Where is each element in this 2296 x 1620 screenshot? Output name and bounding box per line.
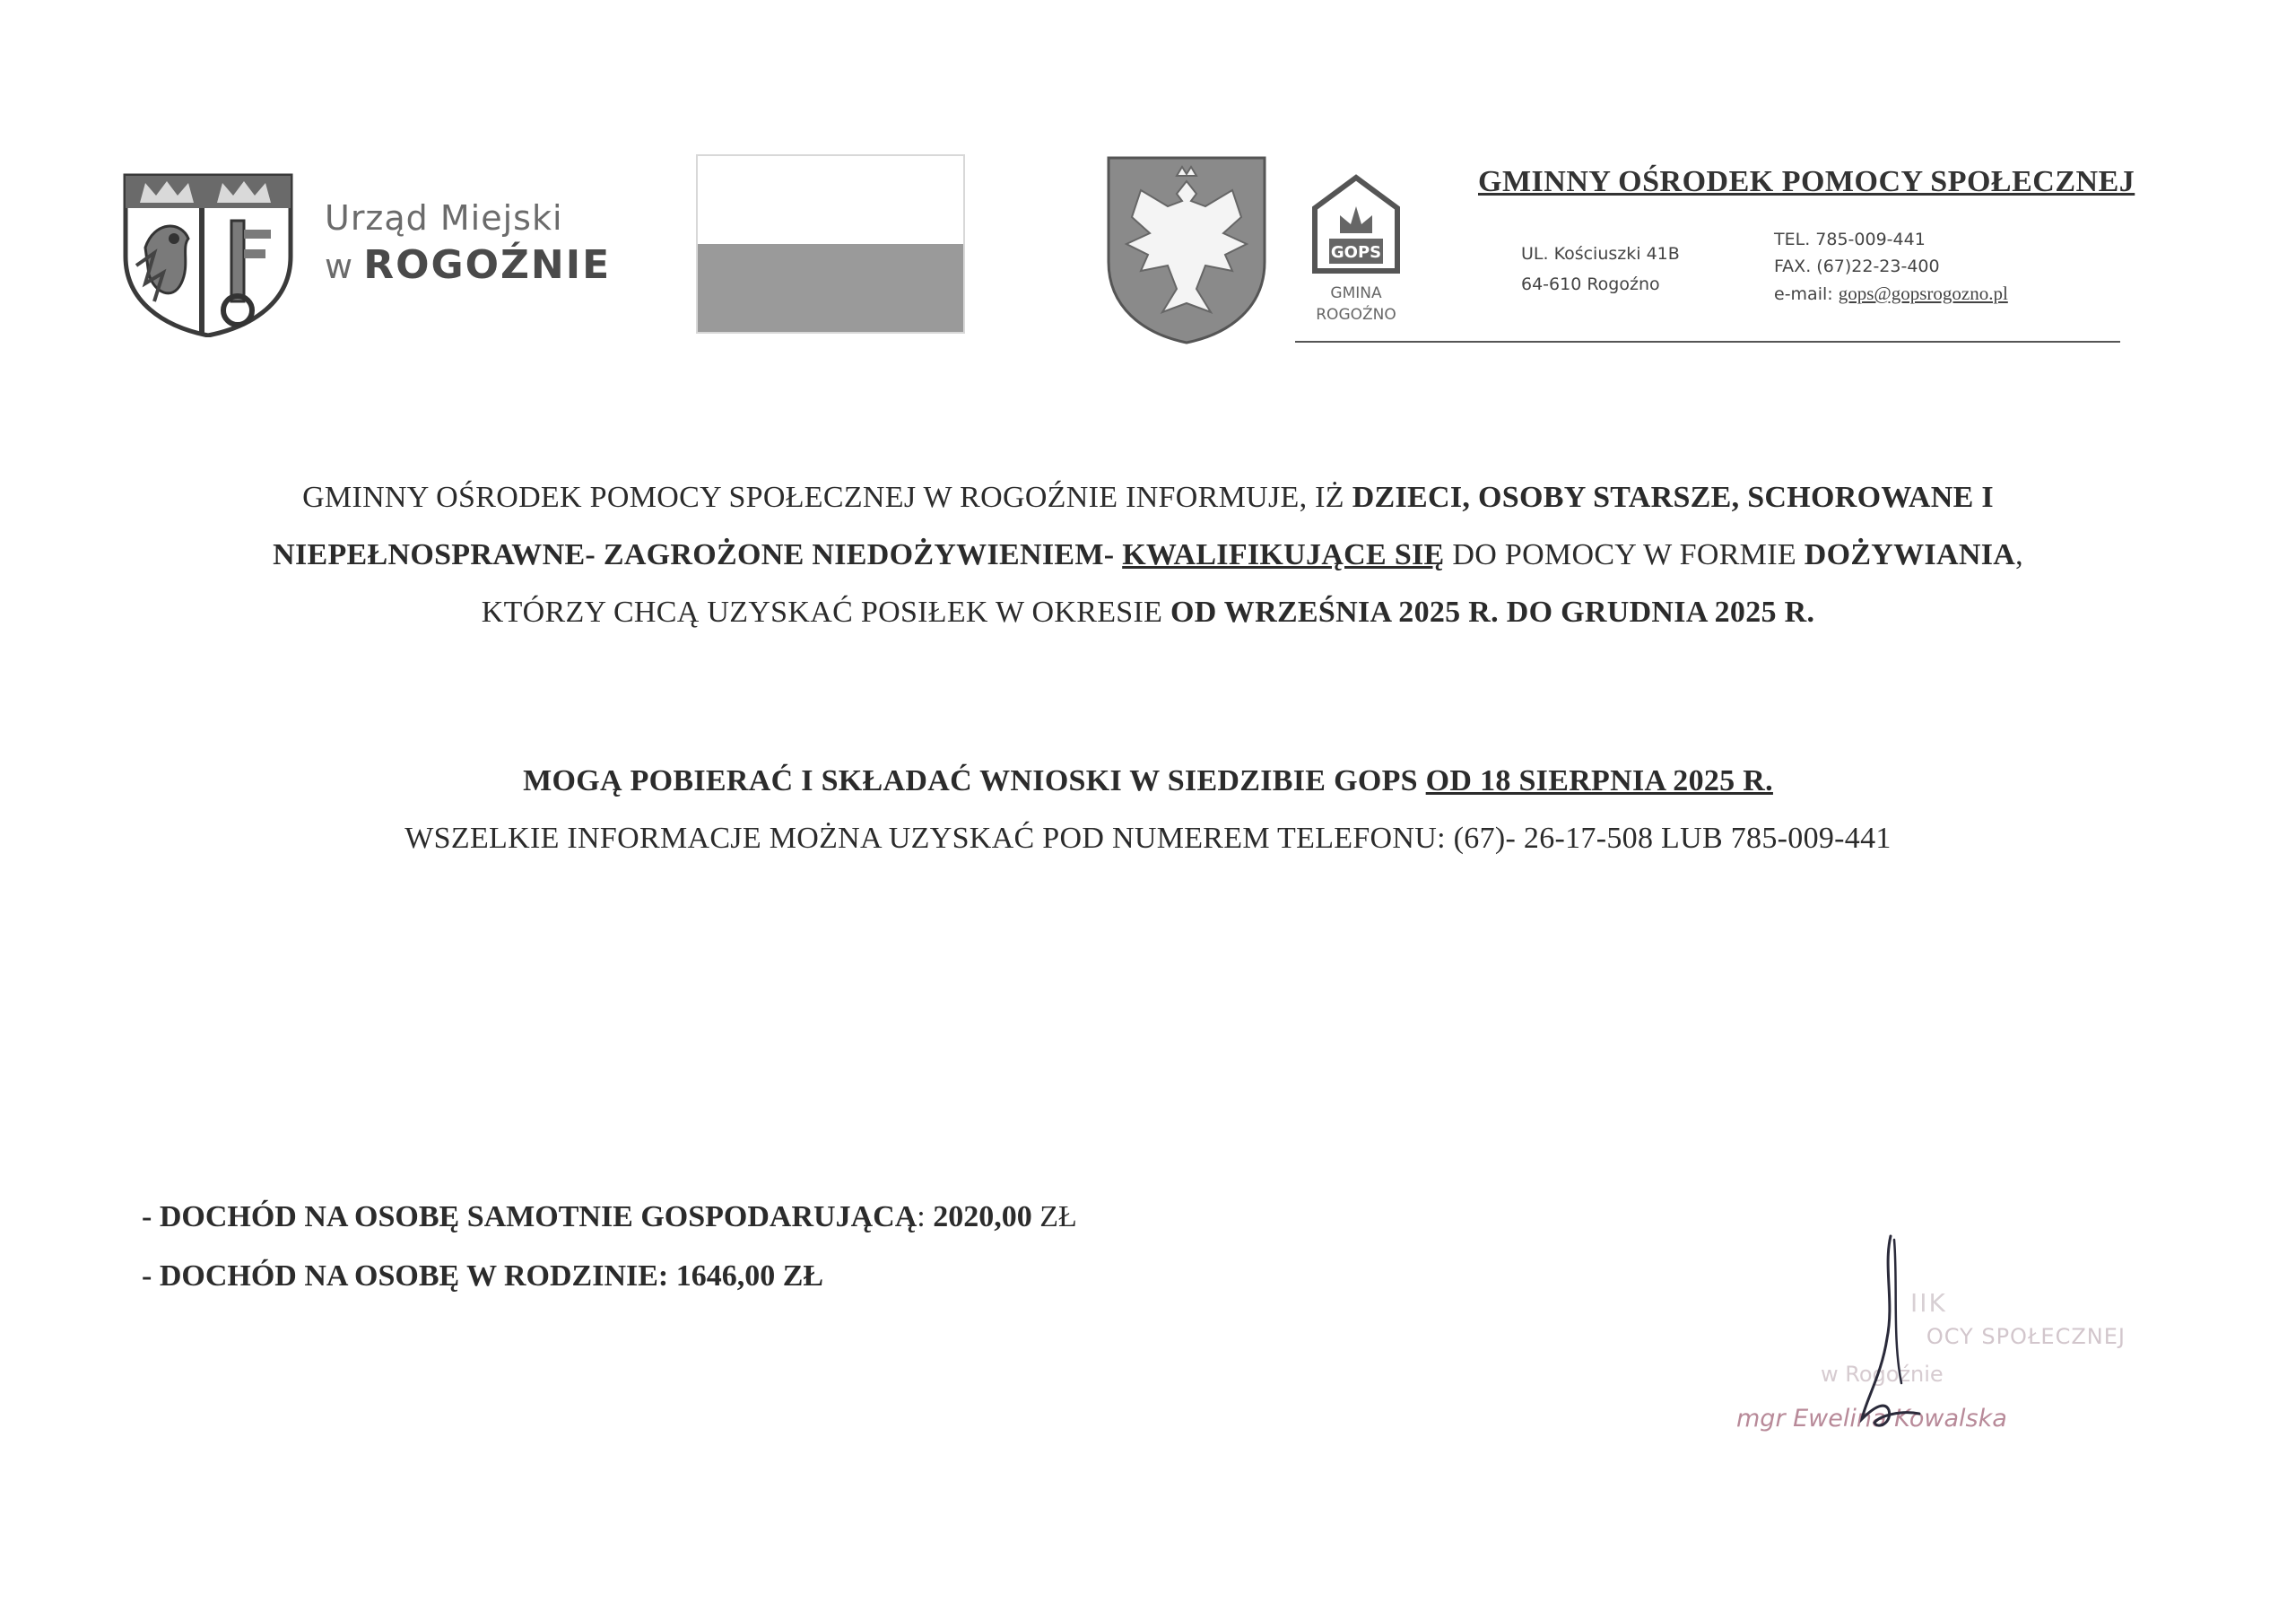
stamp-line3: w Rogoźnie: [1821, 1362, 1944, 1387]
stamp-line2: OCY SPOŁECZNEJ: [1926, 1324, 2126, 1349]
email-label: e-mail:: [1774, 284, 1833, 304]
flag-white-stripe: [698, 156, 963, 244]
contact-fax: FAX. (67)22-23-400: [1774, 257, 1940, 276]
notice-line-2-bold: NIEPEŁNOSPRAWNE- ZAGROŻONE NIEDOŻYWIENIEM-: [273, 538, 1115, 571]
gops-logo-icon: [1302, 172, 1410, 330]
gops-logo-line2: ROGOŹNO: [1316, 306, 1396, 324]
header-divider: [1295, 341, 2120, 343]
gops-logo-line1: GMINA: [1330, 284, 1382, 302]
notice-line-1-bold: DZIECI, OSOBY STARSZE, SCHOROWANE I: [1352, 481, 1994, 514]
address-street: UL. Kościuszki 41B: [1521, 244, 1680, 264]
income-family-person: [142, 1259, 823, 1293]
gops-address: [1521, 239, 1680, 300]
application-date: OD 18 SIERPNIA 2025 R.: [1425, 764, 1773, 797]
office-name-town: ROGOŹNIE: [363, 242, 612, 288]
notice-line-3-period: OD WRZEŚNIA 2025 R. DO GRUDNIA 2025 R.: [1170, 596, 1815, 629]
stamp-signatory: mgr Ewelina Kowalska: [1736, 1405, 2007, 1433]
application-line-bold: MOGĄ POBIERAĆ I SKŁADAĆ WNIOSKI W SIEDZIBIE GOPS: [523, 764, 1418, 797]
notice-line-3: [0, 596, 2296, 630]
office-name-line1: Urząd Miejski: [325, 198, 563, 238]
notice-line-2: NIEPEŁNOSPRAWNE- ZAGROŻONE NIEDOŻYWIENIEM- KWALIFIKUJĄCE SIĘ DO POMOCY W FORMIE DOŻYWIANIA,: [273, 538, 2023, 571]
rogozno-coat-of-arms-icon: [118, 167, 298, 337]
stamp-line1: IIK: [1910, 1288, 1947, 1318]
income-single-person: - DOCHÓD NA OSOBĘ SAMOTNIE GOSPODARUJĄCĄ: 2020,00 ZŁ: [142, 1200, 1077, 1233]
notice-line-3-plain: KTÓRZY CHCĄ UZYSKAĆ POSIŁEK W OKRESIE: [481, 596, 1163, 629]
gops-contact: [1774, 226, 2008, 308]
contact-tel: TEL. 785-009-441: [1774, 230, 1926, 249]
polish-flag-icon: [696, 154, 965, 334]
application-line: [0, 764, 2296, 798]
contact-email-row: [1774, 280, 2008, 308]
notice-line-2-underlined: KWALIFIKUJĄCE SIĘ: [1122, 538, 1445, 571]
notice-line-1-plain: GMINNY OŚRODEK POMOCY SPOŁECZNEJ W ROGOŹNIE INFORMUJE, IŻ: [302, 481, 1344, 514]
notice-line-2-bold-end: DOŻYWIANIA: [1804, 538, 2016, 571]
gops-badge-text: GOPS: [1330, 243, 1382, 262]
flag-red-stripe: [698, 244, 963, 332]
email-link[interactable]: gops@gopsrogozno.pl: [1838, 283, 2008, 304]
notice-line-2-plain: DO POMOCY W FORMIE: [1452, 538, 1796, 571]
income-family-label: - DOCHÓD NA OSOBĘ W RODZINIE: 1646,00 ZŁ: [142, 1259, 824, 1293]
notice-line-1: [0, 481, 2296, 515]
polish-eagle-emblem-icon: [1105, 154, 1268, 344]
handwritten-signature-icon: [1839, 1231, 1946, 1446]
income-single-label: - DOCHÓD NA OSOBĘ SAMOTNIE GOSPODARUJĄCĄ: [142, 1200, 918, 1233]
address-city: 64-610 Rogoźno: [1521, 274, 1660, 294]
gops-title: GMINNY OŚRODEK POMOCY SPOŁECZNEJ: [1478, 165, 2135, 198]
phone-info-line: WSZELKIE INFORMACJE MOŻNA UZYSKAĆ POD NUMEREM TELEFONU: (67)- 26-17-508 LUB 785-009-441: [404, 822, 1892, 855]
income-single-value: 2020,00: [933, 1200, 1032, 1233]
office-name-prefix: w: [325, 247, 353, 286]
office-name-line2: [325, 240, 611, 292]
income-single-unit: ZŁ: [1039, 1200, 1077, 1233]
office-name-logo: [325, 196, 611, 292]
